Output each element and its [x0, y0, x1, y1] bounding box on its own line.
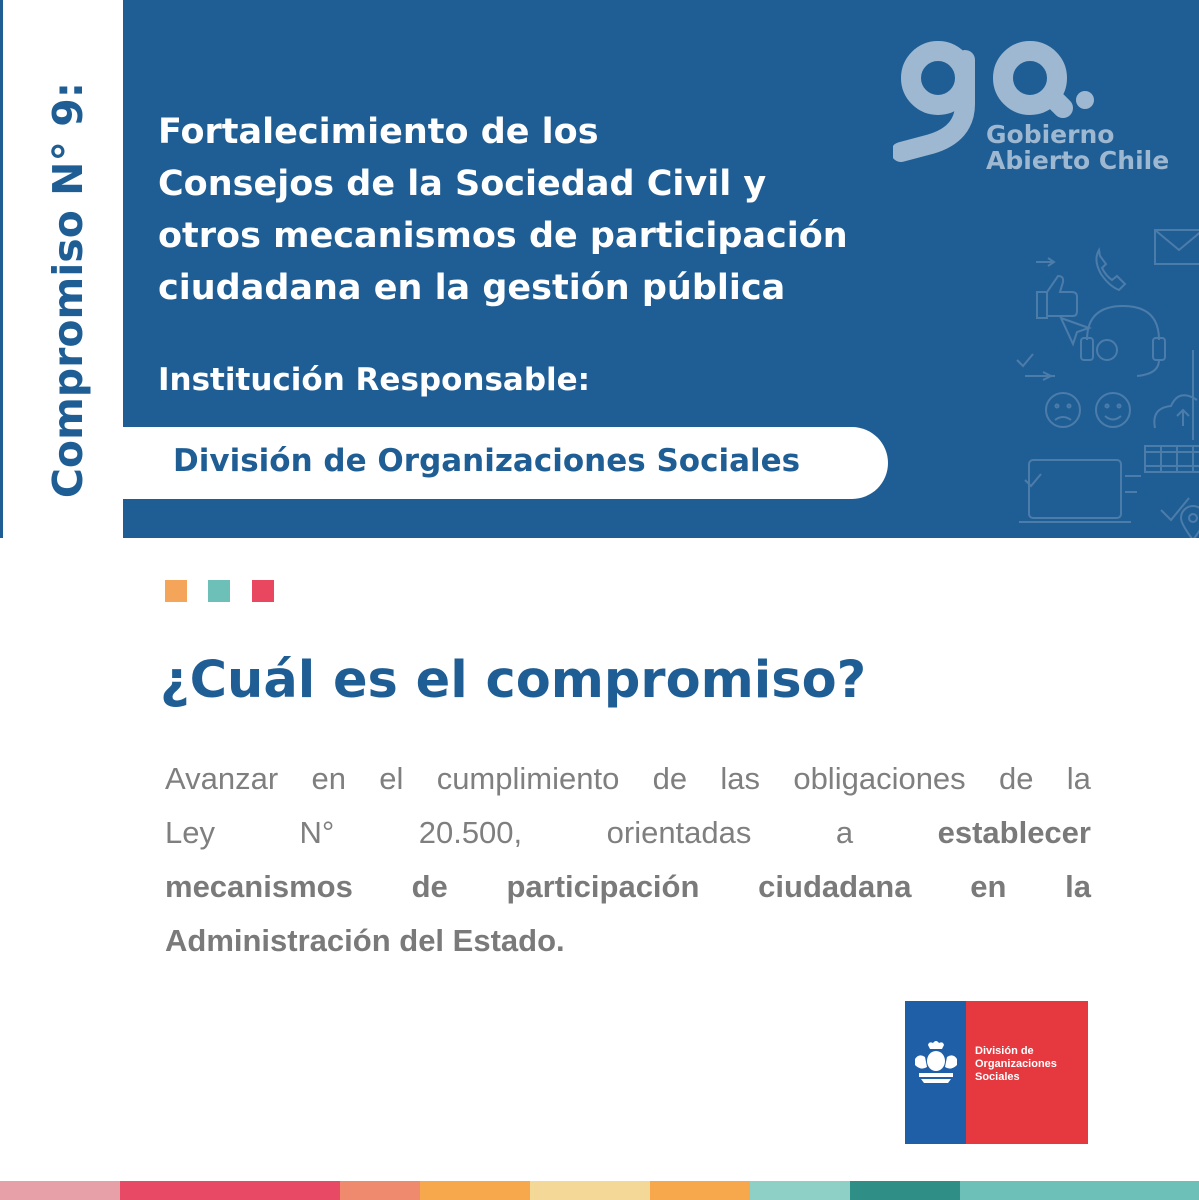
commitment-title: [158, 106, 948, 314]
word: las: [720, 761, 761, 796]
bar-segment: [0, 1181, 120, 1200]
gobierno-abierto-wordmark: [986, 122, 1169, 174]
side-strip: [0, 0, 123, 538]
section-question: ¿Cuál es el compromiso?: [160, 651, 867, 710]
division-organizaciones-sociales-logo: [905, 1001, 1088, 1144]
film-strip-icon: [1145, 446, 1199, 472]
body-line-2: [165, 806, 1091, 860]
word: 20.500,: [418, 815, 523, 850]
body-line-3: [165, 860, 1091, 914]
bold-word: establecer: [937, 815, 1091, 850]
word: el: [379, 761, 404, 796]
bottom-color-bar: [0, 1181, 1199, 1200]
bar-segment: [960, 1181, 1199, 1200]
bar-segment: [420, 1181, 530, 1200]
bar-segment: [340, 1181, 420, 1200]
bold-word: de: [411, 869, 448, 904]
thumbs-up-icon: [1037, 276, 1077, 318]
envelope-icon: [1155, 230, 1199, 264]
arrow-decoration: [1036, 258, 1054, 266]
word: en: [311, 761, 346, 796]
location-pin-icon: [1181, 506, 1199, 538]
word: de: [998, 761, 1034, 796]
word: cumplimiento: [436, 761, 620, 796]
bold-word: ciudadana: [758, 869, 912, 904]
word: la: [1066, 761, 1091, 796]
word: obligaciones: [793, 761, 966, 796]
cloud-upload-icon: [1154, 395, 1197, 428]
word: Ley: [165, 815, 215, 850]
laptop-icon: [1019, 460, 1131, 522]
bar-segment: [120, 1181, 340, 1200]
institution-label: Institución Responsable:: [158, 362, 591, 398]
institution-pill: [123, 427, 888, 499]
body-line-1: [165, 752, 1091, 806]
square-orange: [165, 580, 187, 602]
header-banner: [123, 0, 1199, 538]
bar-segment: [650, 1181, 750, 1200]
logo-text-line: División de: [975, 1045, 1034, 1057]
phone-icon: [1096, 250, 1125, 290]
edge-line: [0, 0, 3, 538]
title-line: Consejos de la Sociedad Civil y: [158, 164, 767, 204]
headset-icon: [1081, 306, 1165, 376]
logo-line-1: Gobierno: [986, 120, 1115, 149]
bar-segment: [750, 1181, 850, 1200]
arrow-decoration: [1025, 372, 1055, 380]
smile-face-icon: [1096, 393, 1130, 427]
sad-face-icon: [1046, 393, 1080, 427]
coat-of-arms-icon: [911, 1037, 961, 1087]
word: N°: [299, 815, 335, 850]
bold-word: participación: [506, 869, 700, 904]
bar-segment: [850, 1181, 960, 1200]
logo-line-2: Abierto Chile: [986, 146, 1170, 175]
logo-text: [975, 1045, 1057, 1084]
word: de: [652, 761, 688, 796]
word: Avanzar: [165, 761, 279, 796]
square-red: [252, 580, 274, 602]
bold-word: en: [970, 869, 1007, 904]
title-line: ciudadana en la gestión pública: [158, 268, 786, 308]
word: a: [835, 815, 854, 850]
body-line-4: [165, 914, 1091, 968]
bold-word: la: [1065, 869, 1091, 904]
word: orientadas: [606, 815, 752, 850]
title-line: Fortalecimiento de los: [158, 112, 599, 152]
logo-text-line: Sociales: [975, 1071, 1020, 1083]
square-teal: [208, 580, 230, 602]
logo-blue-block: [905, 1001, 966, 1144]
bar-segment: [530, 1181, 650, 1200]
institution-value: División de Organizaciones Sociales: [173, 443, 801, 479]
vertical-commitment-title: Compromiso N° 9:: [44, 81, 92, 499]
bold-word: mecanismos: [165, 869, 353, 904]
logo-text-line: Organizaciones: [975, 1058, 1057, 1070]
bold-phrase: Administración del Estado.: [165, 923, 565, 958]
commitment-description: [165, 752, 1091, 968]
title-line: otros mecanismos de participación: [158, 216, 848, 256]
